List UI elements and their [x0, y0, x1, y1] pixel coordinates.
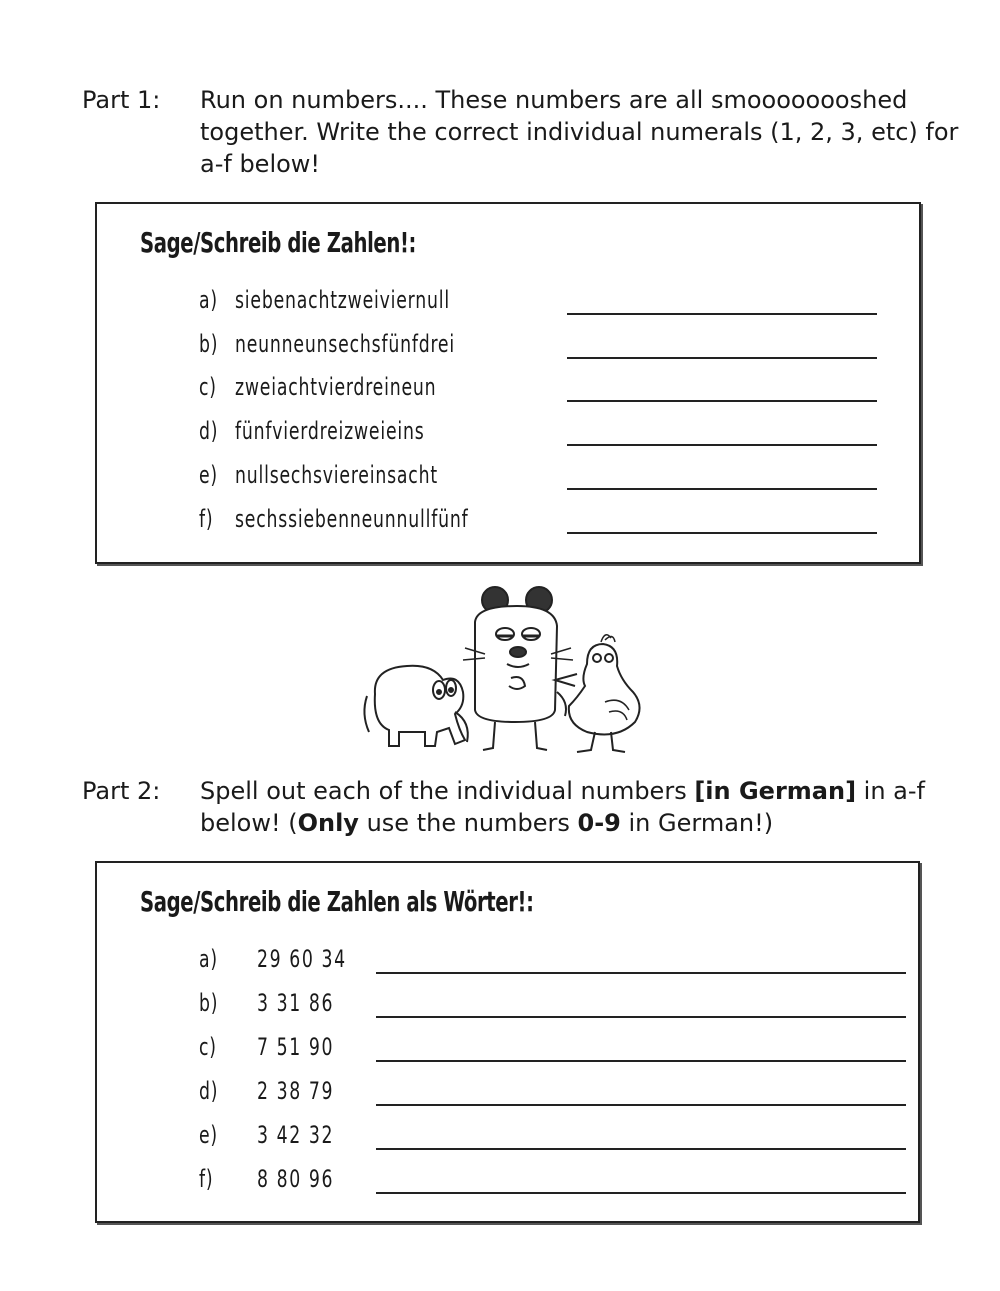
answer-line[interactable]: [376, 972, 906, 974]
run-on-number-word: siebenachtzweiviernull: [235, 286, 450, 314]
part2-emphasis-only: Only: [297, 809, 359, 837]
row-letter: b): [199, 989, 219, 1017]
row-letter: f): [199, 505, 214, 533]
box2-row-a: [97, 941, 917, 981]
part2-emphasis-in-german: [in German]: [694, 777, 857, 805]
part2-label: Part 2:: [82, 777, 161, 805]
run-on-number-word: nullsechsviereinsacht: [235, 461, 438, 489]
box1-row-b: [97, 326, 917, 366]
number-group: 7 51 90: [257, 1033, 335, 1061]
part2-instruction-text: [200, 775, 960, 839]
row-letter: e): [199, 461, 218, 489]
run-on-number-word: fünfvierdreizweieins: [235, 417, 425, 445]
box2-row-f: [97, 1161, 917, 1201]
box2-row-b: [97, 985, 917, 1025]
row-letter: a): [199, 286, 218, 314]
answer-line[interactable]: [376, 1192, 906, 1194]
box1-row-e: [97, 457, 917, 497]
number-group: 2 38 79: [257, 1077, 335, 1105]
row-letter: b): [199, 330, 219, 358]
row-letter: c): [199, 373, 217, 401]
number-group: 29 60 34: [257, 945, 347, 973]
row-letter: d): [199, 1077, 219, 1105]
box2-title: Sage/Schreib die Zahlen als Wörter!:: [140, 885, 534, 918]
part2-text-seg: in German!): [620, 809, 774, 837]
run-on-number-word: neunneunsechsfünfdrei: [235, 330, 455, 358]
answer-line[interactable]: [567, 444, 877, 446]
answer-line[interactable]: [567, 357, 877, 359]
part2-text-seg: in a-f below! (: [200, 777, 925, 837]
run-on-number-word: sechssiebenneunnullfünf: [235, 505, 469, 533]
part2-text-seg: Spell out each of the individual numbers: [200, 777, 695, 805]
box2-row-e: [97, 1117, 917, 1157]
answer-line[interactable]: [376, 1016, 906, 1018]
part2-text-seg: use the numbers: [358, 809, 578, 837]
box2-row-c: [97, 1029, 917, 1069]
exercise-box-1: [95, 202, 921, 564]
row-letter: f): [199, 1165, 214, 1193]
box1-row-f: [97, 501, 917, 541]
row-letter: c): [199, 1033, 217, 1061]
answer-line[interactable]: [376, 1104, 906, 1106]
answer-line[interactable]: [376, 1148, 906, 1150]
answer-line[interactable]: [567, 488, 877, 490]
answer-line[interactable]: [376, 1060, 906, 1062]
answer-line[interactable]: [567, 313, 877, 315]
run-on-number-word: zweiachtvierdreineun: [235, 373, 437, 401]
answer-line[interactable]: [567, 400, 877, 402]
part1-instruction-text: Run on numbers.... These numbers are all smoooooooshed together. Write the correct individual numerals (1, 2, 3, etc) for a-f below!: [200, 86, 959, 178]
box1-row-c: [97, 369, 917, 409]
part2-emphasis-range: 0-9: [577, 809, 621, 837]
number-group: 3 42 32: [257, 1121, 335, 1149]
row-letter: e): [199, 1121, 218, 1149]
row-letter: d): [199, 417, 219, 445]
box1-row-d: [97, 413, 917, 453]
part1-label: Part 1:: [82, 86, 161, 114]
box1-row-a: [97, 282, 917, 322]
mouse-elephant-duck-illustration: [355, 582, 645, 760]
box1-title: Sage/Schreib die Zahlen!:: [140, 226, 416, 259]
row-letter: a): [199, 945, 218, 973]
exercise-box-2: [95, 861, 920, 1223]
number-group: 8 80 96: [257, 1165, 335, 1193]
answer-line[interactable]: [567, 532, 877, 534]
box2-row-d: [97, 1073, 917, 1113]
number-group: 3 31 86: [257, 989, 335, 1017]
